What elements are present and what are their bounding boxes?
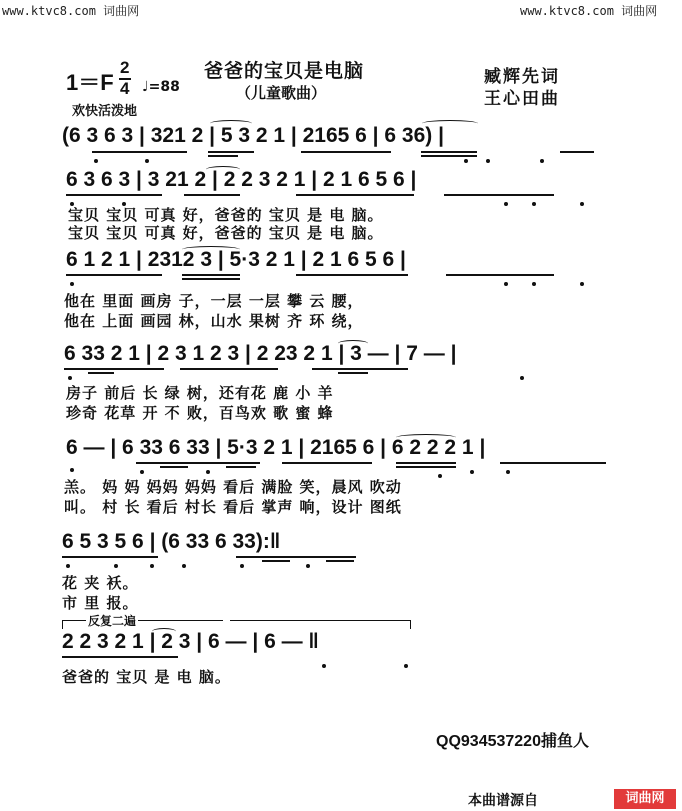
lyrics-row-2-verse-2: 宝贝 宝贝 可真 好，爸爸的 宝贝 是 电 脑。 <box>68 224 384 242</box>
notation-row-1: (6 3 6 3 | 321 2 | 5 3 2 1 | 2165 6 | 6 36) | <box>62 124 444 147</box>
low-octave-dot <box>580 282 584 286</box>
beam <box>236 556 356 558</box>
low-octave-dot <box>70 282 74 286</box>
slur <box>338 340 368 347</box>
beam <box>312 368 408 370</box>
low-octave-dot <box>140 470 144 474</box>
low-octave-dot <box>240 564 244 568</box>
lyrics-row-5-verse-2: 叫。 村 长 看后 村长 看后 掌声 响，设计 图纸 <box>64 498 402 516</box>
tempo-mark: ♩=88 <box>142 79 180 95</box>
low-octave-dot <box>94 159 98 163</box>
low-octave-dot <box>504 282 508 286</box>
beam <box>262 560 290 562</box>
slur <box>396 434 456 441</box>
low-octave-dot <box>464 159 468 163</box>
volta-bracket <box>230 620 411 629</box>
beam <box>226 466 256 468</box>
lyrics-row-4-verse-2: 珍奇 花草 开 不 败，百鸟欢 歌 蜜 蜂 <box>66 404 334 422</box>
notation-row-6: 6 5 3 5 6 | (6 33 6 33):‖ <box>62 530 281 553</box>
low-octave-dot <box>206 470 210 474</box>
beam <box>296 274 408 276</box>
watermark-right: www.ktvc8.com 词曲网 <box>520 4 658 18</box>
source-note: 本曲谱源自 <box>468 793 538 809</box>
slur <box>210 120 252 127</box>
lyrics-row-5-verse-1: 羔。 妈 妈 妈妈 妈妈 看后 满脸 笑，晨风 吹动 <box>64 478 402 496</box>
low-octave-dot <box>540 159 544 163</box>
beam <box>338 372 368 374</box>
notation-row-5: 6 — | 6 33 6 33 | 5·3 2 1 | 2165 6 | 6 2 2 2 1 | <box>66 436 486 459</box>
lyrics-row-4-verse-1: 房子 前后 长 绿 树，还有花 鹿 小 羊 <box>66 384 334 402</box>
beam <box>208 151 254 153</box>
beam <box>421 155 477 157</box>
notation-row-4: 6 33 2 1 | 2 3 1 2 3 | 2 23 2 1 | 3 — | 7 — | <box>64 342 457 365</box>
beam <box>396 466 456 468</box>
low-octave-dot <box>114 564 118 568</box>
beam <box>421 151 477 153</box>
lyrics-row-6-verse-1: 花 夹 袄。 <box>62 574 139 592</box>
beam <box>66 194 162 196</box>
low-octave-dot <box>150 564 154 568</box>
beam <box>136 462 260 464</box>
low-octave-dot <box>322 664 326 668</box>
notation-row-2: 6 3 6 3 | 3 21 2 | 2 2 3 2 1 | 2 1 6 5 6 | <box>66 168 417 191</box>
low-octave-dot <box>306 564 310 568</box>
low-octave-dot <box>470 470 474 474</box>
lyrics-row-3-verse-1: 他在 里面 画房 子，一层 一层 攀 云 腰， <box>64 292 364 310</box>
beam <box>184 194 240 196</box>
low-octave-dot <box>532 202 536 206</box>
beam <box>64 368 164 370</box>
low-octave-dot <box>504 202 508 206</box>
beam <box>180 368 278 370</box>
low-octave-dot <box>580 202 584 206</box>
low-octave-dot <box>66 564 70 568</box>
beam <box>396 462 456 464</box>
notation-row-7: 2 2 3 2 1 | 2 3 | 6 — | 6 — ‖ <box>62 630 319 653</box>
lyrics-row-2-verse-1: 宝贝 宝贝 可真 好，爸爸的 宝贝 是 电 脑。 <box>68 206 384 224</box>
low-octave-dot <box>506 470 510 474</box>
low-octave-dot <box>532 282 536 286</box>
composer-credit: 王心田曲 <box>484 89 560 109</box>
beam <box>92 151 187 153</box>
beam <box>182 278 240 280</box>
beam <box>62 656 178 658</box>
beam <box>160 466 188 468</box>
beam <box>62 556 158 558</box>
low-octave-dot <box>70 468 74 472</box>
lyricist-credit: 臧辉先词 <box>484 67 560 87</box>
uploader-credit: QQ934537220捕鱼人 <box>436 733 589 750</box>
volta-label: 反复二遍 <box>88 614 137 628</box>
slur <box>422 120 478 127</box>
slur <box>152 628 176 635</box>
song-subtitle: （儿童歌曲） <box>236 84 327 102</box>
time-sig-top: 2 <box>120 58 130 77</box>
lyrics-row-7: 爸爸的 宝贝 是 电 脑。 <box>62 668 231 686</box>
notation-row-3: 6 1 2 1 | 2312 3 | 5·3 2 1 | 2 1 6 5 6 | <box>66 248 406 271</box>
low-octave-dot <box>68 376 72 380</box>
low-octave-dot <box>404 664 408 668</box>
lyrics-row-6-verse-2: 市 里 报。 <box>62 594 139 612</box>
low-octave-dot <box>486 159 490 163</box>
lyrics-row-3-verse-2: 他在 上面 画园 林，山水 果树 齐 环 绕， <box>64 312 364 330</box>
beam <box>282 462 372 464</box>
beam <box>560 151 594 153</box>
beam <box>88 372 114 374</box>
low-octave-dot <box>520 376 524 380</box>
beam <box>446 274 554 276</box>
beam <box>444 194 554 196</box>
site-badge[interactable]: 词曲网 <box>614 789 676 809</box>
beam <box>326 560 354 562</box>
song-title: 爸爸的宝贝是电脑 <box>204 60 365 82</box>
low-octave-dot <box>145 159 149 163</box>
beam <box>301 151 391 153</box>
slur <box>206 166 240 173</box>
beam <box>296 194 414 196</box>
beam <box>500 462 606 464</box>
watermark-left: www.ktvc8.com 词曲网 <box>2 4 140 18</box>
key-signature: 1＝F <box>66 70 114 95</box>
beam <box>182 274 240 276</box>
low-octave-dot <box>438 474 442 478</box>
time-sig-bottom: 4 <box>120 79 130 98</box>
beam <box>208 155 238 157</box>
slur <box>182 246 240 253</box>
beam <box>66 274 162 276</box>
expression-mark: 欢快活泼地 <box>72 104 138 119</box>
low-octave-dot <box>182 564 186 568</box>
